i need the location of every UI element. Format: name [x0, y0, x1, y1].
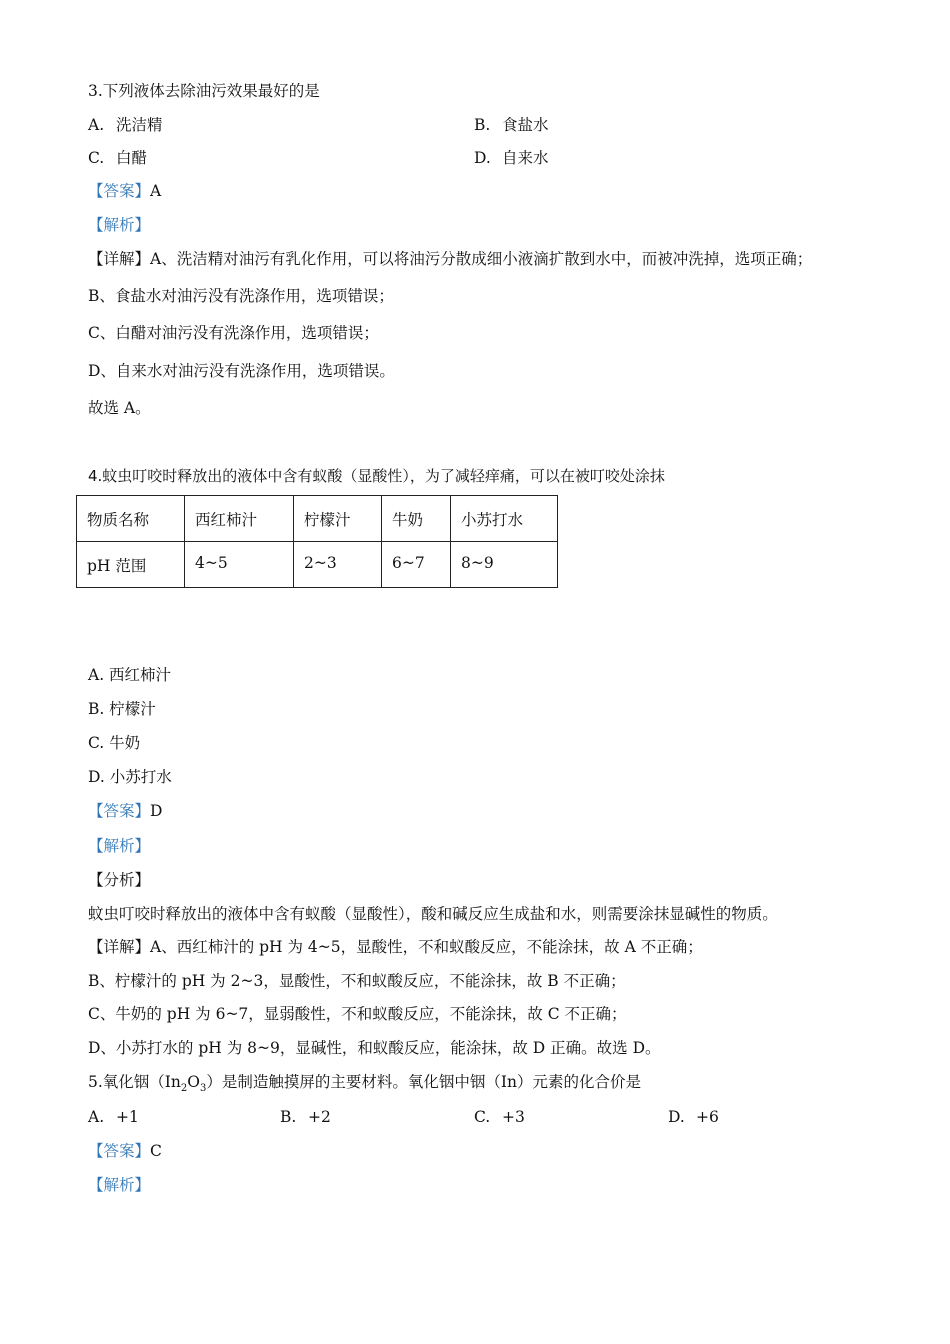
q3-option-a	[88, 114, 163, 136]
answer-label: 【答案】	[88, 1142, 151, 1160]
answer-label: 【答案】	[88, 182, 151, 200]
option-text: 食盐水	[502, 116, 549, 134]
q4-option-a: A. 西红柿汁	[88, 666, 172, 684]
q3-conclusion: 故选 A。	[88, 399, 151, 417]
q5-option-d	[668, 1106, 719, 1128]
q4-fenxi-label: 【分析】	[88, 871, 151, 889]
q5-analysis-label: 【解析】	[88, 1176, 151, 1194]
q4-detail-line: B、柠檬汁的 pH 为 2~3，显酸性，不和蚁酸反应，不能涂抹，故 B 不正确；	[88, 972, 626, 990]
table-cell: 2~3	[294, 542, 382, 588]
table-header-row	[77, 496, 558, 542]
q4-option-c: C. 牛奶	[88, 734, 141, 752]
option-tag: B.	[474, 116, 491, 134]
option-text: 洗洁精	[116, 116, 163, 134]
detail-label: 【详解】	[88, 250, 151, 268]
q5-stem	[88, 1071, 641, 1093]
q4-analysis-label: 【解析】	[88, 837, 151, 855]
q5-option-b	[280, 1106, 331, 1128]
answer-label: 【答案】	[88, 802, 151, 820]
q3-analysis-label: 【解析】	[88, 216, 151, 234]
q4-fenxi-text: 蚊虫叮咬时释放出的液体中含有蚁酸（显酸性），酸和碱反应生成盐和水，则需要涂抹显碱性的物质。	[88, 905, 778, 923]
option-tag: A.	[88, 116, 105, 134]
table-cell: 柠檬汁	[294, 496, 382, 542]
table-cell: 物质名称	[77, 496, 185, 542]
q4-stem: 4.蚊虫叮咬时释放出的液体中含有蚁酸（显酸性），为了减轻痒痛，可以在被叮咬处涂抹	[88, 467, 665, 485]
option-text: 自来水	[502, 149, 549, 167]
q4-answer	[88, 800, 162, 822]
option-text: +6	[696, 1108, 719, 1126]
q3-detail-line: C、白醋对油污没有洗涤作用，选项错误；	[88, 324, 379, 342]
option-text: 白醋	[116, 149, 148, 167]
subscript: 2	[180, 1083, 188, 1095]
answer-value: D	[150, 802, 163, 820]
answer-value: A	[150, 182, 162, 200]
ph-table	[76, 495, 558, 588]
option-tag: C.	[474, 1108, 491, 1126]
option-tag: D.	[668, 1108, 685, 1126]
q3-option-b	[474, 114, 549, 136]
table-cell: 4~5	[185, 542, 294, 588]
q4-detail-line: C、牛奶的 pH 为 6~7，显弱酸性，不和蚁酸反应，不能涂抹，故 C 不正确；	[88, 1005, 627, 1023]
option-tag: C.	[88, 149, 105, 167]
option-text: +3	[502, 1108, 525, 1126]
detail-line: A、洗洁精对油污有乳化作用，可以将油污分散成细小液滴扩散到水中，而被冲洗掉，选项正确；	[150, 250, 813, 268]
table-cell: 小苏打水	[451, 496, 558, 542]
table-cell: pH 范围	[77, 542, 185, 588]
option-tag: B.	[280, 1108, 297, 1126]
q4-option-b: B. 柠檬汁	[88, 700, 156, 718]
table-cell: 8~9	[451, 542, 558, 588]
q5-option-a	[88, 1106, 139, 1128]
q3-detail-line: D、自来水对油污没有洗涤作用，选项错误。	[88, 362, 395, 380]
detail-line: A、西红柿汁的 pH 为 4~5，显酸性，不和蚁酸反应，不能涂抹，故 A 不正确；	[150, 938, 703, 956]
subscript: 3	[200, 1083, 207, 1095]
table-cell: 西红柿汁	[185, 496, 294, 542]
table-cell: 6~7	[382, 542, 451, 588]
stem-part: 5.氧化铟（In	[88, 1073, 181, 1091]
q3-detail-line: B、食盐水对油污没有洗涤作用，选项错误；	[88, 287, 394, 305]
q3-detail	[88, 248, 812, 270]
table-row	[77, 542, 558, 588]
table-cell: 牛奶	[382, 496, 451, 542]
q4-detail-line: D、小苏打水的 pH 为 8~9，显碱性，和蚁酸反应，能涂抹，故 D 正确。故选 D。	[88, 1039, 661, 1057]
option-text: +1	[116, 1108, 139, 1126]
option-tag: D.	[474, 149, 491, 167]
stem-part: O	[187, 1073, 200, 1091]
stem-part: ）是制造触摸屏的主要材料。氧化铟中铟（In）元素的化合价是	[206, 1073, 641, 1091]
q3-option-c	[88, 147, 147, 169]
q5-answer	[88, 1140, 162, 1162]
q4-detail	[88, 936, 703, 958]
detail-label: 【详解】	[88, 938, 151, 956]
q3-stem: 3.下列液体去除油污效果最好的是	[88, 82, 320, 100]
option-text: +2	[308, 1108, 331, 1126]
q3-answer	[88, 180, 161, 202]
answer-value: C	[150, 1142, 162, 1160]
q5-option-c	[474, 1106, 525, 1128]
q4-option-d: D. 小苏打水	[88, 768, 172, 786]
option-tag: A.	[88, 1108, 105, 1126]
q3-option-d	[474, 147, 549, 169]
